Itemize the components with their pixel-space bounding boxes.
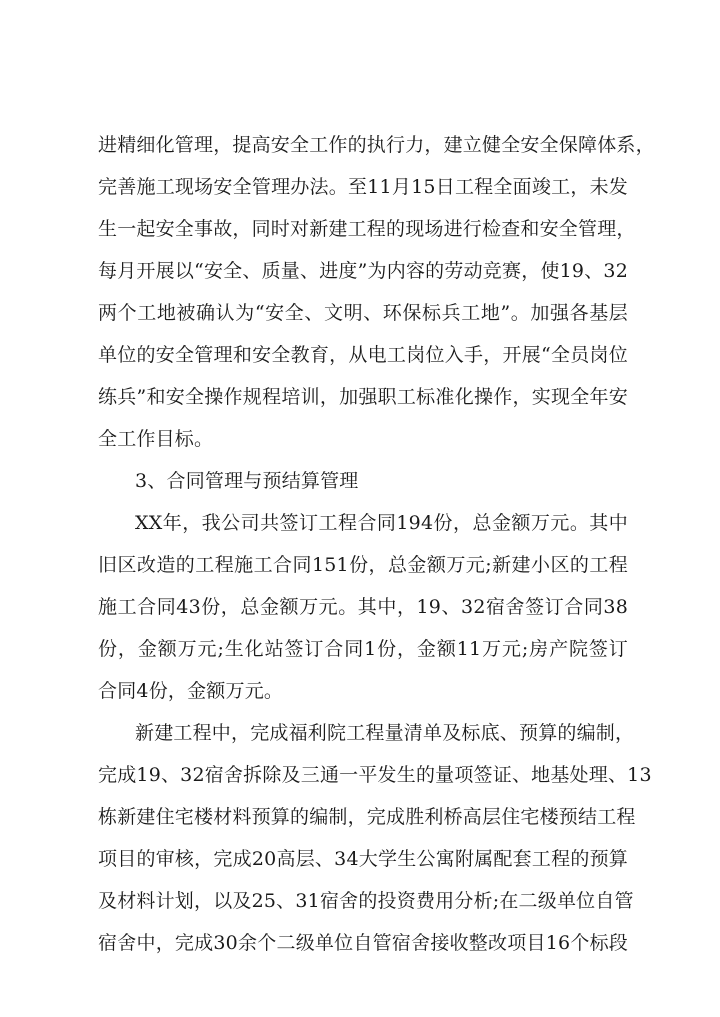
text-line: 两个工地被确认为“安全、文明、环保标兵工地”。加强各基层 (98, 302, 628, 324)
text-line: 新建工程中，完成福利院工程量清单及标底、预算的编制， (135, 722, 635, 744)
text-line: 单位的安全管理和安全教育，从电工岗位入手，开展“全员岗位 (98, 344, 628, 366)
text-line: 项目的审核，完成20高层、34大学生公寓附属配套工程的预算 (98, 848, 628, 870)
text-line: 每月开展以“安全、质量、进度”为内容的劳动竞赛，使19、32 (98, 260, 628, 282)
text-line: 生一起安全事故，同时对新建工程的现场进行检查和安全管理， (98, 218, 636, 240)
text-line: 练兵”和安全操作规程培训，加强职工标准化操作，实现全年安 (98, 386, 628, 408)
text-line: 施工合同43份，总金额万元。其中，19、32宿舍签订合同38 (98, 596, 628, 618)
section-heading: 3、合同管理与预结算管理 (135, 470, 359, 492)
text-line: 栋新建住宅楼材料预算的编制，完成胜利桥高层住宅楼预结工程 (98, 806, 636, 828)
text-line: 完善施工现场安全管理办法。至11月15日工程全面竣工，未发 (98, 176, 628, 198)
text-line: 全工作目标。 (98, 428, 214, 450)
text-line: 完成19、32宿舍拆除及三通一平发生的量项签证、地基处理、13 (98, 764, 652, 786)
text-line: 合同4份，金额万元。 (98, 680, 284, 702)
text-line: 及材料计划，以及25、31宿舍的投资费用分析;在二级单位自管 (98, 890, 634, 912)
text-line: 旧区改造的工程施工合同151份，总金额万元;新建小区的工程 (98, 554, 628, 576)
text-line: 宿舍中，完成30余个二级单位自管宿舍接收整改项目16个标段 (98, 932, 628, 954)
text-line: 份，金额万元;生化站签订合同1份，金额11万元;房产院签订 (98, 638, 628, 660)
text-line: XX年，我公司共签订工程合同194份，总金额万元。其中 (135, 512, 628, 534)
text-line: 进精细化管理，提高安全工作的执行力，建立健全安全保障体系， (98, 134, 655, 156)
